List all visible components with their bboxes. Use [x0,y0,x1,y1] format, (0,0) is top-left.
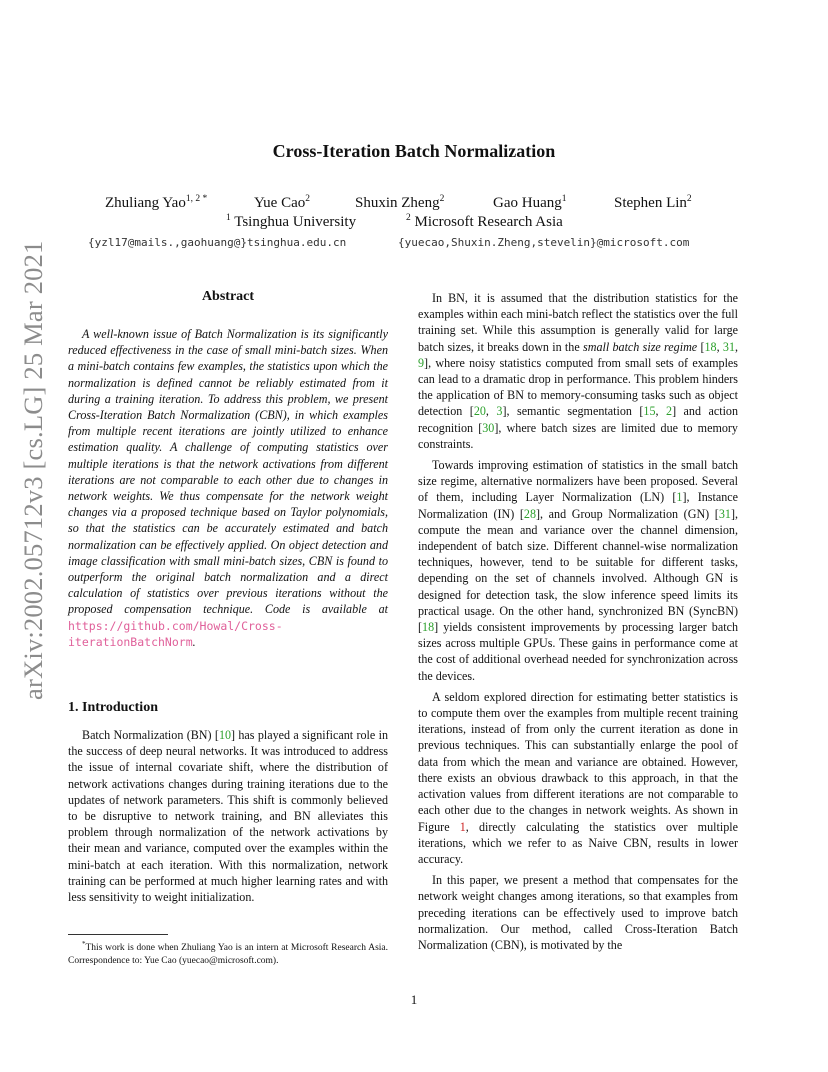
footnote-divider [68,934,168,935]
citation-link[interactable]: 31 [718,506,731,521]
figure-reference-link[interactable]: 1 [459,819,466,834]
affiliation-2: $^2$ Microsoft Research Asia [406,213,563,230]
footnote: *This work is done when Zhuliang Yao is an intern at Microsoft Research Asia. Correspondence to: Yue Cao (yuecao@microsoft.com). [68,940,388,967]
arxiv-identifier-stamp: arXiv:2002.05712v3 [cs.LG] 25 Mar 2021 [18,240,48,700]
citation-link[interactable]: 10 [218,728,232,742]
citation-link[interactable]: 30 [482,420,495,435]
introduction-paragraph: Batch Normalization (BN) [10] has played a significant role in the success of deep neural networks. It was introduced to address the issue of internal covariate shift, where the distribution of network activations changes during training iterations due to the updates of network parameters. This shift is commonly believed to be disruptive to network training, and BN alleviates this problem through normalization of the network activations by their mean and variance, computed over the examples within the mini-batch at each iteration. With this normalization, network training can be performed at much higher learning rates and with less sensitivity to weight initialization. [68,728,389,905]
introduction-heading: 1. Introduction [68,700,158,715]
author-3: Shuxin Zheng$^2$ [355,194,445,211]
author-1: Zhuliang Yao$^{1, 2 *}$ [105,194,208,211]
email-microsoft: {yuecao,Shuxin.Zheng,stevelin}@microsoft.com [398,236,690,249]
code-link[interactable]: https://github.com/Howal/Cross-iterationBatchNorm [68,618,283,649]
citation-link[interactable]: 9 [418,355,425,370]
citation-link[interactable]: 3 [496,404,503,419]
paragraph-method-intro: In this paper, we present a method that compensates for the network weight changes among iterations, so that examples from preceding iterations can be effectively used to improve batch normalization. Our method, called Cross-Iteration Batch Normalization (CBN), is motivated by the [418,873,738,952]
citation-link[interactable]: 18 [422,620,435,635]
citation-link[interactable]: 28 [523,506,536,521]
page-number: 1 [410,992,418,1007]
citation-link[interactable]: 2 [666,404,673,419]
citation-link[interactable]: 15 [643,404,656,419]
paragraph-bn-assumption: In BN, it is assumed that the distribution statistics for the examples within each mini-batch reflect the statistics over the full training set. While this assumption is generally valid for large batch sizes, it breaks down in the small batch size regime [18, 31, 9], where noisy statistics computed from small sets of examples can lead to a dramatic drop in performance. This problem hinders the application of BN to memory-consuming tasks such as object detection [20, 3], semantic segmentation [15, 2] and action recognition [30], where batch sizes are limited due to memory constraints. [418,291,739,451]
citation-link[interactable]: 1 [676,490,683,505]
paragraph-alternative-normalizers: Towards improving estimation of statistics in the small batch size regime, alternative normalizers have been proposed. Several of them, including Layer Normalization (LN) [1], Instance Normalization (IN) [28], and Group Normalization (GN) [31], compute the mean and variance over the channel dimension, independent of batch size. Different channel-wise normalization techniques, however, tend to be suitable for different tasks, depending on the set of channels involved. Although GN is designed for detection task, the slow inference speed limits its practical usage. On the other hand, synchronized BN (SyncBN) [18] yields consistent improvements by processing larger batch sizes across multiple GPUs. These gains in performance come at the cost of additional overhead needed for synchronization across the devices. [418,458,738,683]
abstract-heading: Abstract [201,289,255,304]
citation-link[interactable]: 31 [722,339,735,354]
author-5: Stephen Lin$^2$ [614,194,692,211]
author-2: Yue Cao$^2$ [254,194,310,211]
author-4: Gao Huang$^1$ [493,194,567,211]
paragraph-multiple-iterations: A seldom explored direction for estimating better statistics is to compute them over the examples from multiple recent training iterations, instead of from only the current iteration as done in previous techniques. This can substantially enlarge the pool of data from which the mean and variance are obtained. However, there exists an obvious drawback to this approach, in that the activation values from different iterations are not comparable to each other due to the changes in network weights. As shown in Figure 1, directly calculating the statistics over multiple iterations, which we refer to as Naive CBN, results in lower accuracy. [418,689,738,866]
citation-link[interactable]: 20 [473,404,486,419]
email-tsinghua: {yzl17@mails.,gaohuang@}tsinghua.edu.cn [88,236,347,249]
abstract-body: A well-known issue of Batch Normalization is its significantly reduced effectiveness in the case of small mini-batch sizes. When a mini-batch contains few examples, the statistics upon which the normalization is defined cannot be reliably estimated from it during a training iteration. To address this problem, we present Cross-Iteration Batch Normalization (CBN), in which examples from multiple recent iterations are jointly utilized to enhance estimation quality. A challenge of computing statistics over multiple iterations is that the network activations from different iterations are not comparable to each other due to changes in network weights. We thus compensate for the network weight changes via a proposed technique based on Taylor polynomials, so that the statistics can be accurately estimated and batch normalization can be effectively applied. On object detection and image classification with small mini-batch sizes, CBN is found to outperform the original batch normalization and a direct calculation of statistics over previous iterations without the proposed compensation technique. Code is available at https://github.com/Howal/Cross-iterationBatchNorm. [68,327,388,649]
citation-link[interactable]: 18 [704,339,717,354]
right-column [418,290,738,958]
paper-title: Cross-Iteration Batch Normalization [272,141,556,161]
affiliation-1: $^1$ Tsinghua University [226,213,357,230]
